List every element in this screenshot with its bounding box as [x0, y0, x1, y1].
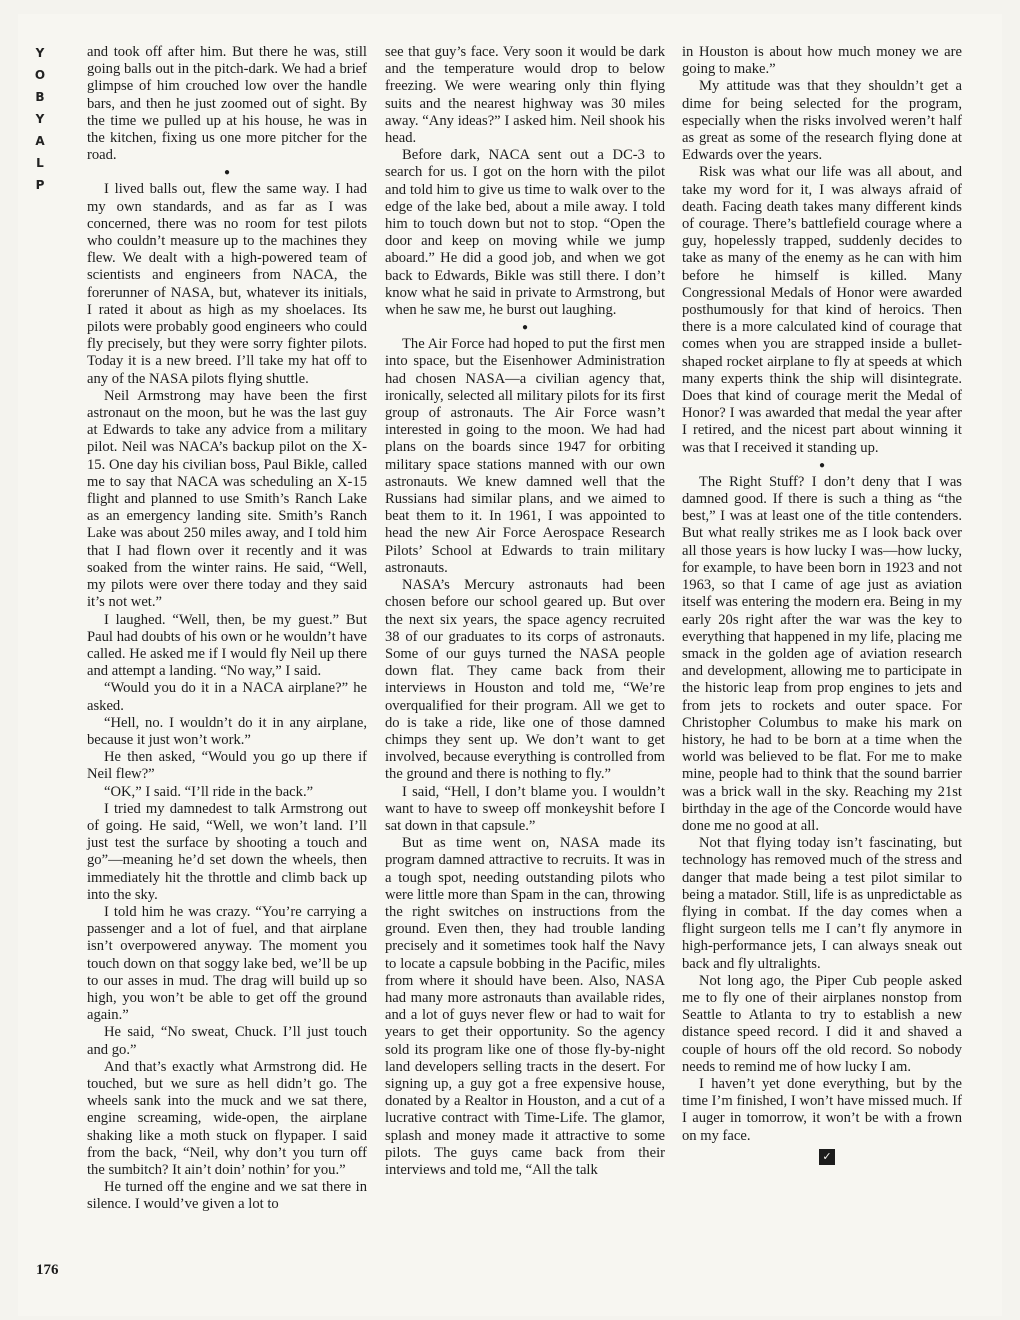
masthead-letter: O: [34, 68, 46, 82]
paragraph: Risk was what our life was all about, and take my word for it, I was always afraid of death. Facing death takes many different kinds of courage. There’s battlefield courage where a guy, hopelessly trapped, suddenly decides to take as many of the enemy as he can with him before he himself is killed. Many Congressional Medals of Honor were awarded posthumously for that kind of heroics. Then there is a more calculated kind of courage that comes when you are strapped inside a bullet-shaped rocket airplane to fly at speeds at which many experts think the ship will disintegrate. Does that kind of courage merit the Medal of Honor? I was awarded that medal the year after I retired, and the nicest part about winning it was that I received it standing up.: [682, 164, 962, 456]
paragraph: I lived balls out, flew the same way. I had my own standards, and as far as I was concerned, there was no room for test pilots who couldn’t measure up to the machines they flew. We dealt with a high-powered team of scientists and engineers from NACA, the forerunner of NASA, but, whatever its initials, I rated it about as high as my shoelaces. Its pilots were probably good engineers who could fly precisely, but they were sorry fighter pilots. Today it is a new breed. I’ll take my hat off to any of the NASA pilots flying shuttle.: [87, 181, 367, 387]
masthead-letter: Y: [35, 46, 45, 60]
paragraph: I haven’t yet done everything, but by the time I’m finished, I won’t have missed much. If I auger in tomorrow, it won’t be with a frown on my face.: [682, 1075, 962, 1144]
section-break-bullet: [385, 319, 665, 336]
text-column-1: [87, 44, 367, 1214]
paragraph: “Hell, no. I wouldn’t do it in any airplane, because it just won’t work.”: [87, 714, 367, 748]
magazine-masthead: [30, 42, 50, 196]
paragraph: But as time went on, NASA made its program damned attractive to recruits. It was in a tough spot, needing outstanding pilots who were little more than Spam in the can, throwing the right switches on instructions from the ground. Even then, they had trouble landing precisely and it sometimes took half the Navy to locate a capsule bobbing in the Pacific, miles from where it should have been. Also, NASA had many more astronauts than available rides, and a lot of guys never flew or had to wait for years to get their opportunity. So the agency sold its program like one of those fly-by-night land developers selling tracts in the desert. For signing up, a guy got a free expensive house, donated by a Realtor in Houston, and a cut of a lucrative contract with Time-Life. The glamor, splash and money made it attractive to some pilots. The guys came back from their interviews and told me, “All the talk: [385, 835, 665, 1178]
paragraph: in Houston is about how much money we are going to make.”: [682, 44, 962, 78]
paragraph: The Right Stuff? I don’t deny that I was damned good. If there is such a thing as “the best,” I was at least one of the title contenders. But what really strikes me as I look back over all those years is how lucky I was—how lucky, for example, to have been born in 1923 and not 1963, so that I came of age just as aviation itself was entering the modern era. Being in my early 20s right after the war was the key to everything that happened in my life, placing me smack in the golden age of aviation research and development, allowing me to participate in the historic leap from prop engines to jets and from jets to rockets and outer space. For Christopher Columbus to make his mark on history, he had to be born at a time when the world was believed to be flat. For me to make mine, people had to think that the sound barrier was a brick wall in the sky. Reaching my 21st birthday in the age of the Concorde would have done me no good at all.: [682, 473, 962, 834]
paragraph: My attitude was that they shouldn’t get a dime for being selected for the program, especially when the risks involved weren’t half as great as some of the research flying done at Edwards over the years.: [682, 78, 962, 164]
paragraph: “OK,” I said. “I’ll ride in the back.”: [104, 783, 314, 800]
masthead-letter: P: [35, 178, 45, 192]
paragraph: I tried my damnedest to talk Armstrong out of going. He said, “Well, we won’t land. I’ll just test the surface by shooting a touch and go”—meaning he’d set down the wheels, then immediately hit the throttle and climb back up into the sky.: [87, 800, 367, 903]
paragraph: He turned off the engine and we sat there in silence. I would’ve given a lot to: [87, 1179, 367, 1213]
paragraph: Neil Armstrong may have been the first astronaut on the moon, but he was the last guy at Edwards to take any advice from a military pilot. Neil was NACA’s backup pilot on the X-15. One day his civilian boss, Paul Bikle, called me to say that NACA was scheduling an X-15 flight and planned to use Smith’s Ranch Lake as an emergency landing site. Smith’s Ranch Lake was about 250 miles away, and I told him that I had flown over it recently and it was soaked from the winter rains. He said, “Well, my pilots were over there today and they said it’s not wet.”: [87, 387, 367, 611]
paragraph: I said, “Hell, I don’t blame you. I wouldn’t want to have to sweep off monkeyshit before I sat down in that capsule.”: [385, 783, 665, 834]
masthead-letter: B: [35, 90, 45, 104]
section-break-bullet: [682, 457, 962, 474]
paragraph: He then asked, “Would you go up there if Neil flew?”: [87, 749, 367, 783]
paragraph: And that’s exactly what Armstrong did. He touched, but we sure as hell didn’t go. The wheels sank into the muck and we sat there, engine screaming, wide-open, the airplane shaking like a moth stuck on flypaper. I said from the back, “Neil, why don’t you turn off the sumbitch? It ain’t doin’ nothin’ for you.”: [87, 1058, 367, 1178]
paragraph: Before dark, NACA sent out a DC-3 to search for us. I got on the horn with the pilot and told him to give us time to walk over to the edge of the lake bed, about a mile away. I told him to touch down but not to stop. “Open the door and keep on moving while we jump aboard.” He did a good job, and when we got back to Edwards, Bikle was still there. I don’t know what he said in private to Armstrong, but when he saw me, he burst out laughing.: [385, 147, 665, 319]
paragraph: see that guy’s face. Very soon it would be dark and the temperature would drop to below freezing. We were wearing only thin flying suits and the nearest highway was 30 miles away. “Any ideas?” I asked him. Neil shook his head.: [385, 44, 665, 147]
paragraph: “Would you do it in a NACA airplane?” he asked.: [87, 680, 367, 714]
paragraph: The Air Force had hoped to put the first men into space, but the Eisenhower Administration had chosen NASA—a civilian agency that, ironically, selected all military pilots for its first group of astronauts. The Air Force wasn’t interested in going to the moon. We had had plans on the boards since 1947 for orbiting military space stations manned with our own astronauts. We knew damned well that the Russians had similar plans, and we aimed to beat them to it. In 1961, I was appointed to head the new Air Force Aerospace Research Pilots’ School at Edwards to train military astronauts.: [385, 336, 665, 576]
paragraph: NASA’s Mercury astronauts had been chosen before our school geared up. But over the next six years, the space agency recruited 38 of our graduates to its corps of astronauts. Some of our guys turned the NASA people down flat. They came back from their interviews in Houston and told me, “We’re overqualified for their program. All we get to do is take a ride, like one of those damned chimps they sent up. We don’t want to get involved, because everything is controlled from the ground and there is nothing to fly.”: [385, 577, 665, 783]
paragraph: I told him he was crazy. “You’re carrying a passenger and a lot of fuel, and that airplane isn’t overpowered anyway. The moment you touch down on that soggy lake bed, we’ll be up to our asses in mud. The drag will build up so high, you won’t be able to get off the ground again.”: [87, 903, 367, 1024]
masthead-letter: L: [36, 156, 44, 170]
end-mark-row: [682, 1149, 962, 1166]
paragraph: He said, “No sweat, Chuck. I’ll just touch and go.”: [87, 1024, 367, 1058]
page-number: 176: [36, 1262, 59, 1278]
paragraph: and took off after him. But there he was, still going balls out in the pitch-dark. We had a brief glimpse of him crouched low over the handle bars, and then he just zoomed out of sight. By the time we pulled up at his house, he was in the kitchen, fixing us one more pitcher for the road.: [87, 44, 367, 164]
paragraph: Not that flying today isn’t fascinating, but technology has removed much of the stress and danger that made being a test pilot similar to being a matador. Still, life is as unpredictable as flying in combat. If the day comes when a flight surgeon tells me I can’t fly anymore in high-performance jets, I can always sneak out back and fly ultralights.: [682, 835, 962, 972]
text-column-3: [682, 44, 962, 1166]
masthead-letter: A: [35, 134, 45, 148]
masthead-letter: Y: [35, 112, 45, 126]
paragraph: I laughed. “Well, then, be my guest.” But Paul had doubts of his own or he wouldn’t have called. He asked me if I would fly Neil up there and attempt a landing. “No way,” I said.: [87, 611, 367, 680]
rabbit-logo-end-mark-icon: ✓: [819, 1149, 835, 1165]
section-break-bullet: [87, 164, 367, 181]
text-column-2: [385, 44, 665, 1179]
paragraph: Not long ago, the Piper Cub people asked me to fly one of their airplanes nonstop from Seattle to Atlanta to try to establish a new distance speed record. I did it and shaved a couple of hours off the old record. So nobody needs to remind me of how lucky I am.: [682, 972, 962, 1075]
